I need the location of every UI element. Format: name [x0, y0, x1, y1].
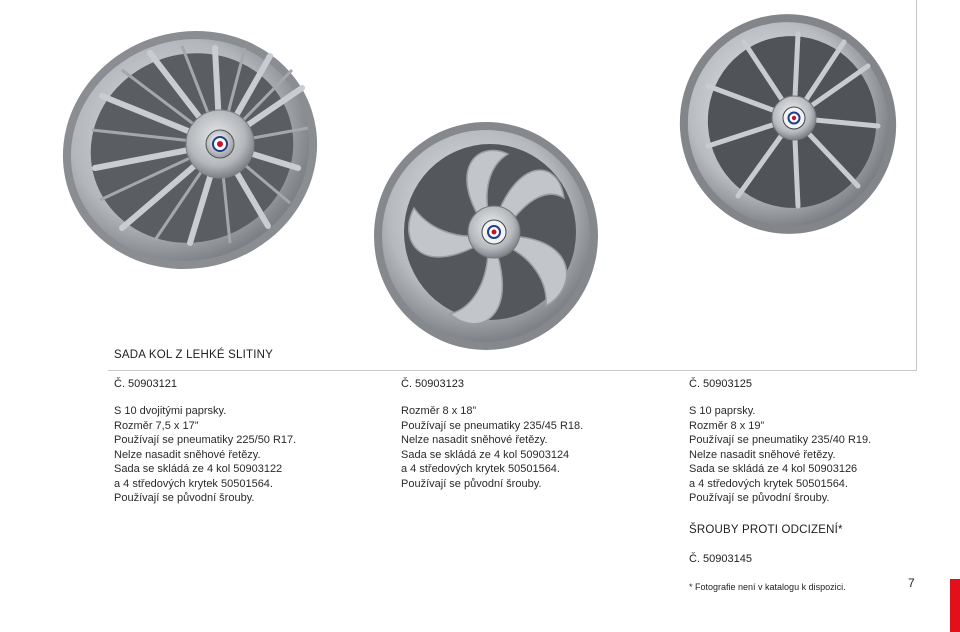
- description-line: a 4 středových krytek 50501564.: [114, 477, 273, 490]
- wheel-image-50903121: [40, 18, 330, 288]
- description-line: S 10 dvojitými paprsky.: [114, 405, 227, 417]
- product-code-2: Č. 50903123: [401, 378, 464, 390]
- description-line: Rozměr 8 x 19”: [689, 419, 765, 432]
- description-line: Používají se původní šrouby.: [689, 492, 830, 504]
- bolts-title: ŠROUBY PROTI ODCIZENÍ*: [689, 524, 843, 536]
- product-description-2: [401, 404, 583, 491]
- accent-bar: [950, 579, 960, 632]
- wheel-image-50903123: [368, 118, 608, 358]
- description-line: Nelze nasadit sněhové řetězy.: [401, 434, 548, 446]
- footnote: * Fotografie není v katalogu k dispozici.: [689, 582, 846, 592]
- description-line: Rozměr 8 x 18”: [401, 405, 477, 417]
- description-line: Používají se původní šrouby.: [114, 492, 255, 504]
- description-line: Nelze nasadit sněhové řetězy.: [689, 448, 836, 461]
- product-description-1: [114, 404, 296, 506]
- description-line: Nelze nasadit sněhové řetězy.: [114, 448, 261, 461]
- frame-line-vertical: [916, 0, 917, 371]
- description-line: S 10 paprsky.: [689, 405, 756, 417]
- description-line: Používají se pneumatiky 235/40 R19.: [689, 434, 872, 446]
- page-number: 7: [908, 576, 915, 590]
- wheel-image-50903125: [668, 6, 908, 246]
- product-code-3: Č. 50903125: [689, 378, 752, 390]
- description-line: a 4 středových krytek 50501564.: [401, 463, 560, 475]
- description-line: Používají se původní šrouby.: [401, 477, 542, 490]
- description-line: a 4 středových krytek 50501564.: [689, 477, 848, 490]
- description-line: Sada se skládá ze 4 kol 50903126: [689, 463, 858, 475]
- description-line: Sada se skládá ze 4 kol 50903124: [401, 448, 570, 461]
- frame-line-horizontal: [108, 370, 917, 371]
- product-description-3: [689, 404, 871, 506]
- description-line: Sada se skládá ze 4 kol 50903122: [114, 463, 283, 475]
- bolts-code: Č. 50903145: [689, 553, 752, 565]
- description-line: Používají se pneumatiky 225/50 R17.: [114, 434, 297, 446]
- description-line: Rozměr 7,5 x 17”: [114, 419, 199, 432]
- description-line: Používají se pneumatiky 235/45 R18.: [401, 419, 584, 432]
- section-title: SADA KOL Z LEHKÉ SLITINY: [114, 349, 274, 361]
- product-code-1: Č. 50903121: [114, 378, 177, 390]
